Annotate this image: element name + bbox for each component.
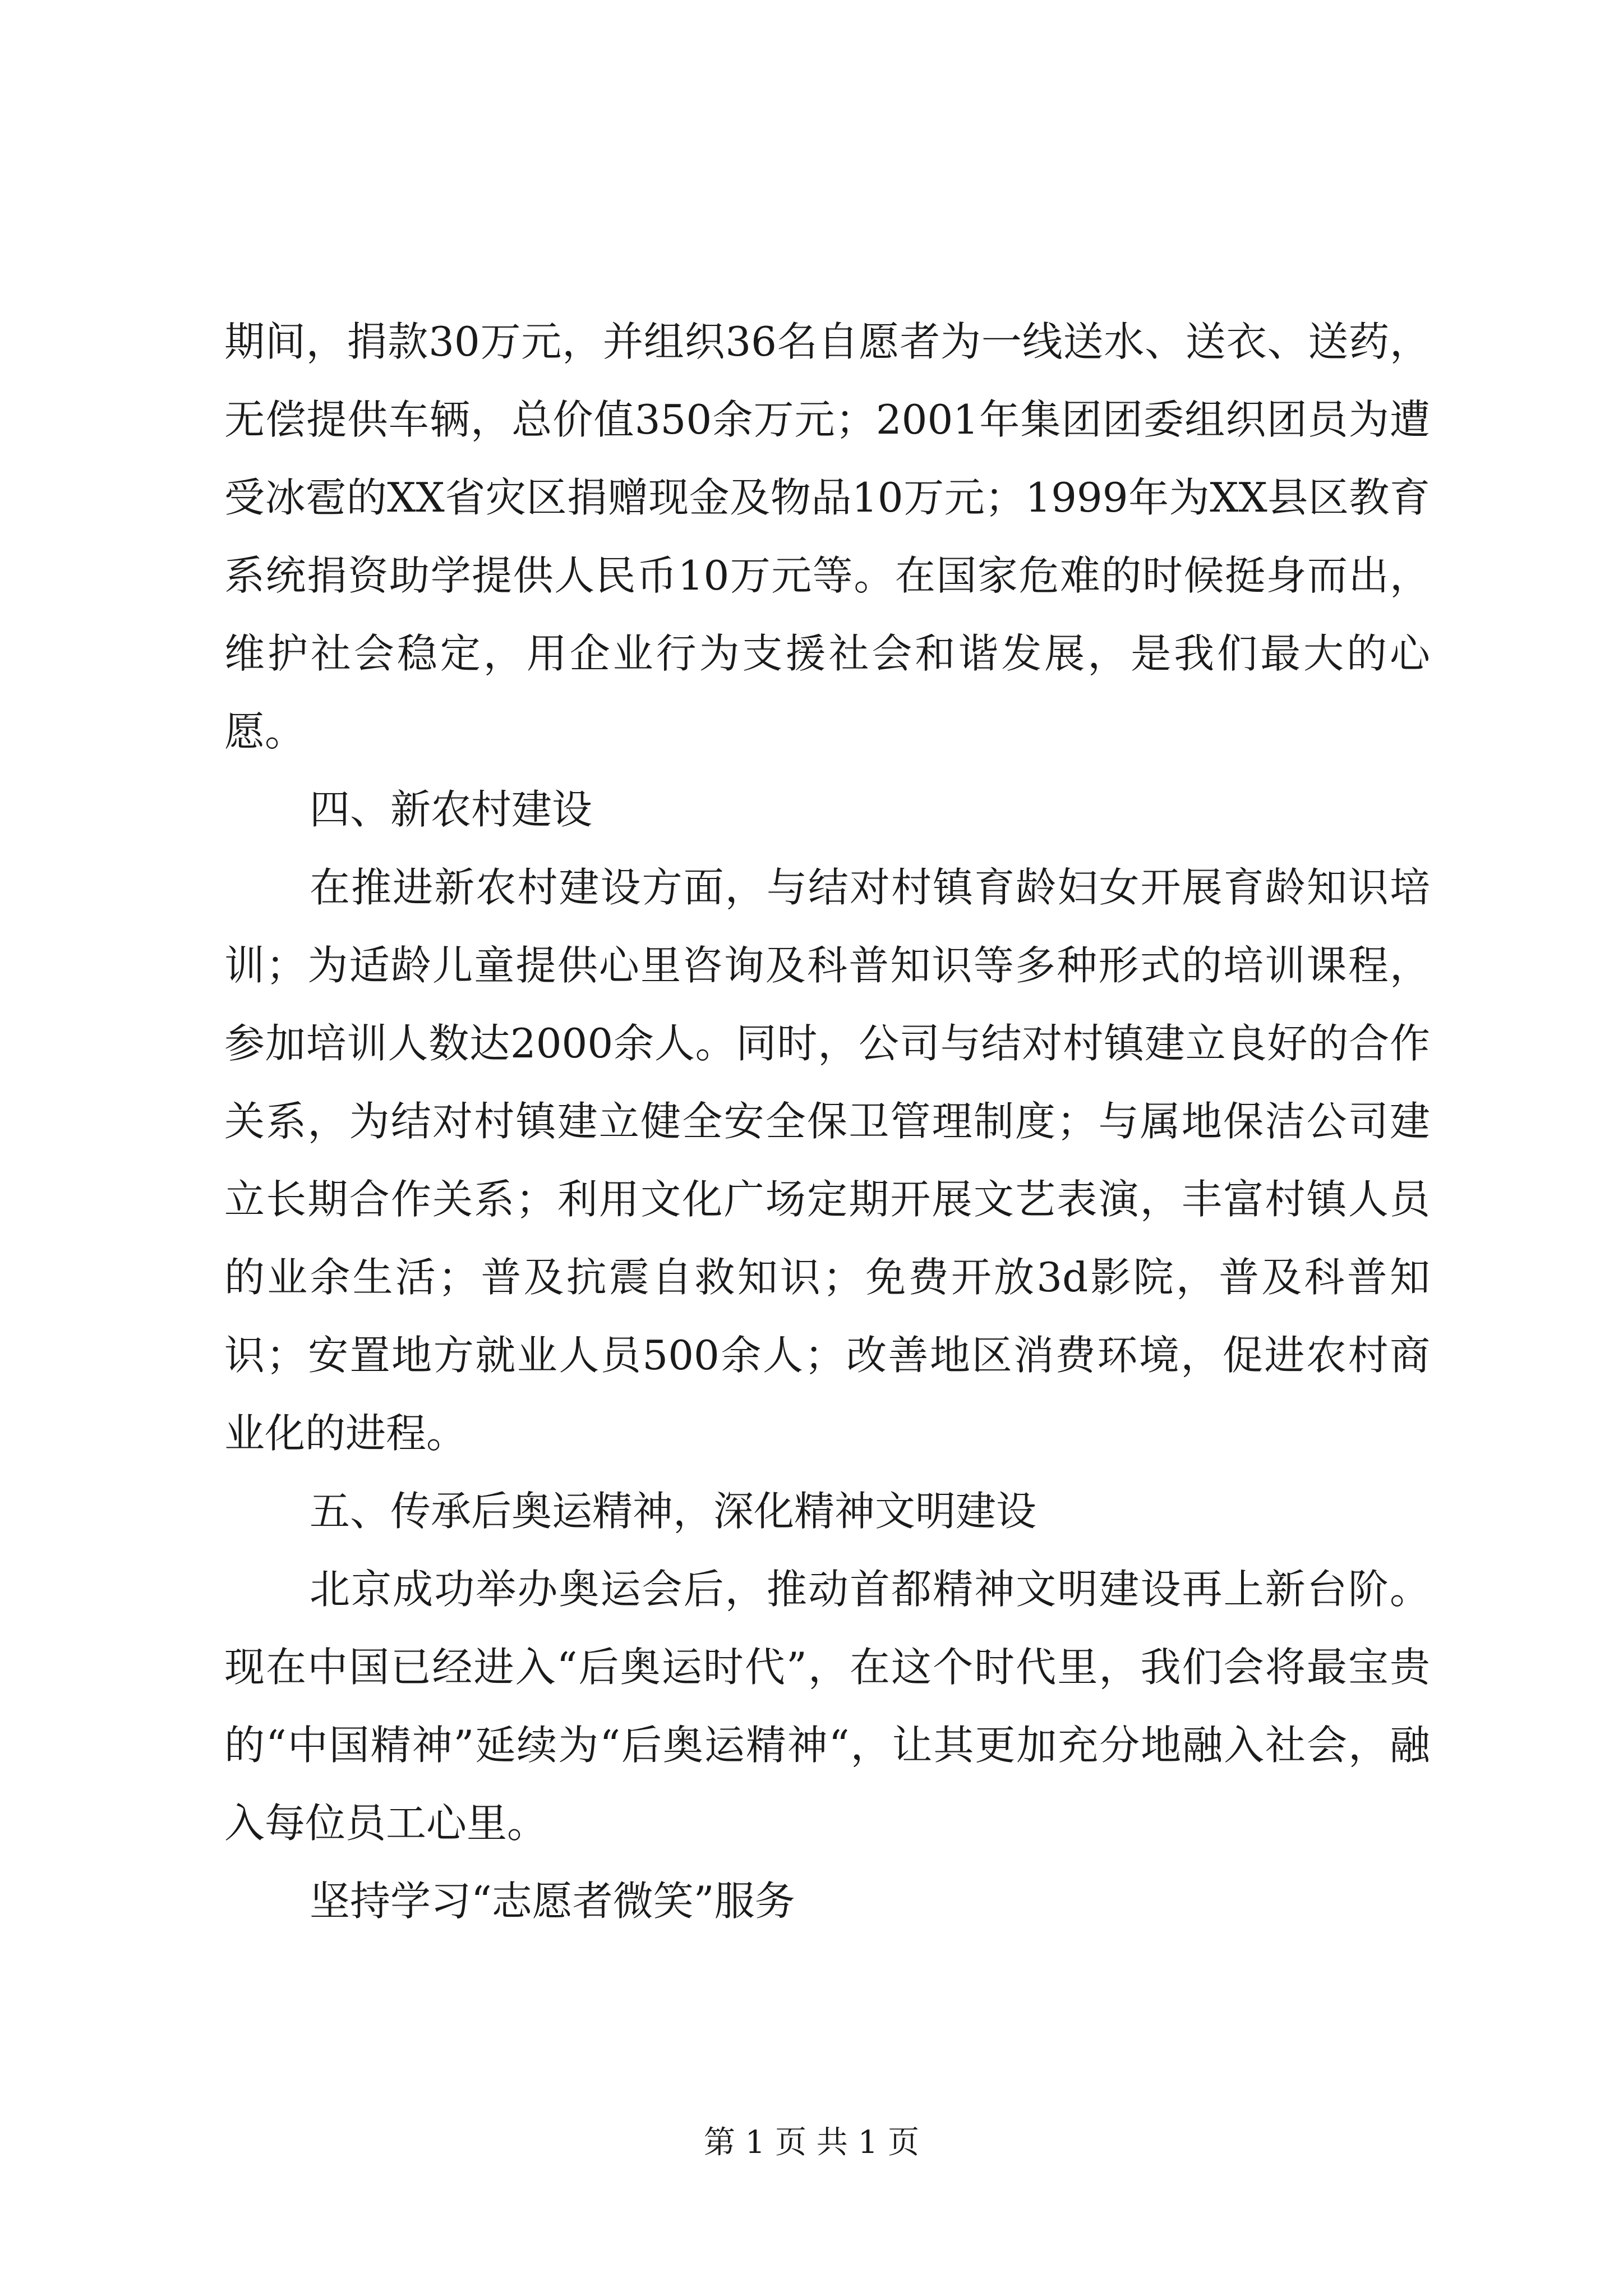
section-heading-5: 五、传承后奥运精神，深化精神文明建设 (310, 1488, 1037, 1535)
paragraph-volunteer-smile: 坚持学习“志愿者微笑”服务 (310, 1878, 795, 1925)
paragraph-rural-construction: 在推进新农村建设方面，与结对村镇育龄妇女开展育龄知识培训；为适龄儿童提供心里咨询及科普知识等多种形式的培训课程，参加培训人数达2000余人。同时，公司与结对村镇建立良好的合作关系，为结对村镇建立健全安全保卫管理制度；与属地保洁公司建立长期合作关系；利用文化广场定期开展文艺表演，丰富村镇人员的业余生活；普及抗震自救知识；免费开放3d影院，普及科普知识；安置地方就业人员500余人；改善地区消费环境，促进农村商业化的进程。 (224, 864, 1430, 1457)
page-footer (0, 2123, 1623, 2162)
page-number-label: 第 1 页 共 1 页 (703, 2124, 920, 2161)
paragraph-continuation: 期间，捐款30万元，并组织36名自愿者为一线送水、送衣、送药，无偿提供车辆，总价值350余万元；2001年集团团委组织团员为遭受冰雹的XX省灾区捐赠现金及物品10万元；1999年为XX县区教育系统捐资助学提供人民币10万元等。在国家危难的时候挺身而出，维护社会稳定，用企业行为支援社会和谐发展，是我们最大的心愿。 (224, 318, 1430, 755)
section-heading-4: 四、新农村建设 (310, 786, 593, 833)
paragraph-post-olympic: 北京成功举办奥运会后，推动首都精神文明建设再上新台阶。现在中国已经进入“后奥运时代”，在这个时代里，我们会将最宝贵的“中国精神”延续为“后奥运精神“，让其更加充分地融入社会，融入每位员工心里。 (224, 1566, 1430, 1847)
document-body (224, 303, 1430, 1940)
